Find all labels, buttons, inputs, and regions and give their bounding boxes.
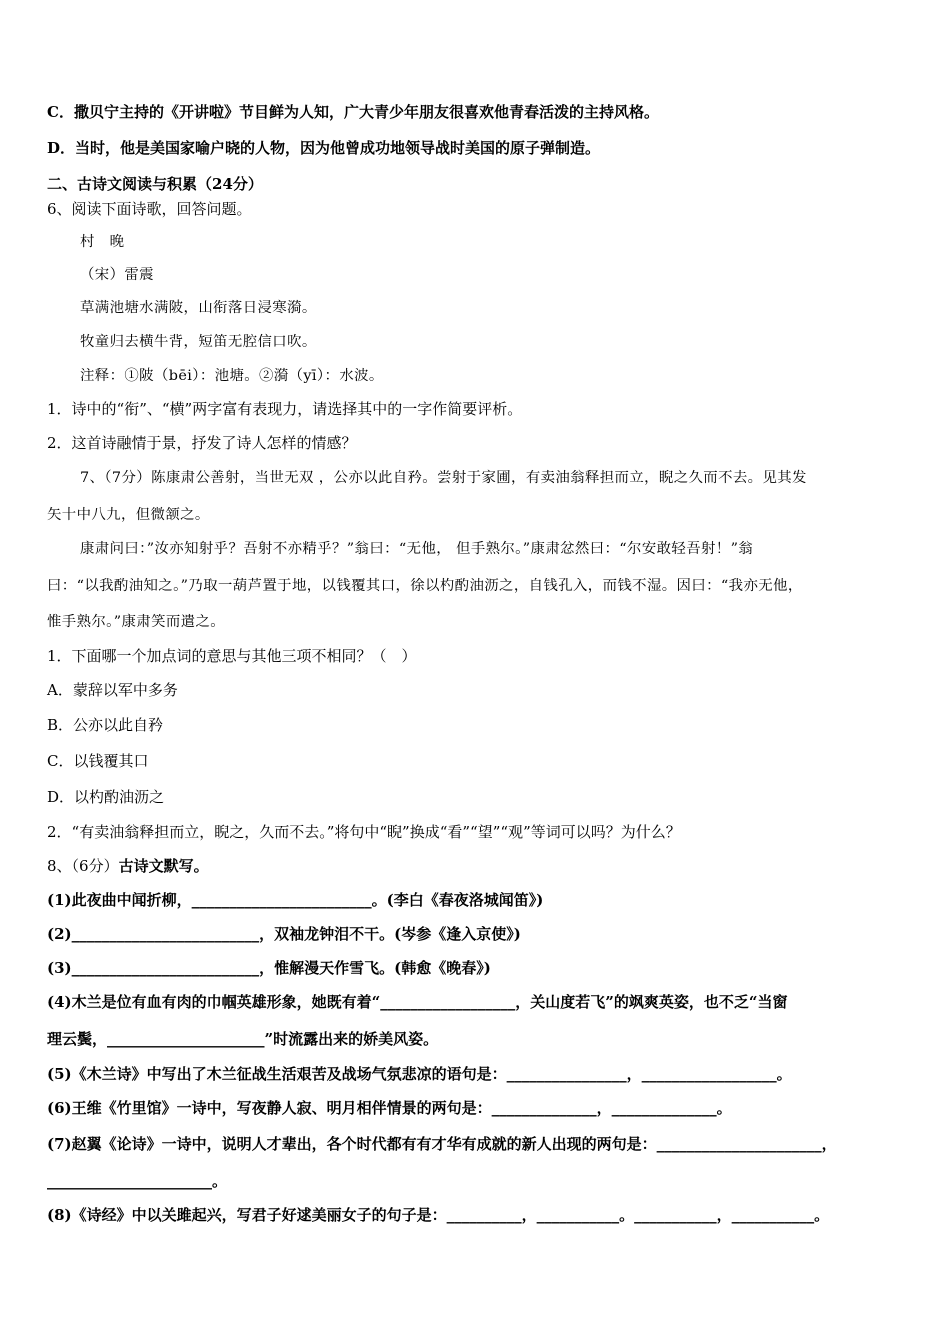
q8-item-7a: (7)赵翼《论诗》一诗中，说明人才辈出，各个时代都有有才华有成就的新人出现的两句是：______________________， — [47, 1135, 837, 1153]
poem-line-1: 草满池塘水满陂，山衔落日浸寒漪。 — [80, 300, 317, 316]
q8-item-4a: (4)木兰是位有血有肉的巾帼英雄形象，她既有着“__________________，关山度若飞”的飒爽英姿，也不乏“当窗 — [47, 993, 788, 1011]
poem-note: 注释：①陂（bēi）：池塘。②漪（yī）：水波。 — [80, 368, 384, 384]
q7-option-b: B．公亦以此自矜 — [47, 716, 164, 734]
q7-passage-2b: 曰：“以我酌油知之。”乃取一葫芦置于地，以钱覆其口，徐以杓酌油沥之，自钱孔入，而钱不湿。因曰：“我亦无他， — [47, 578, 803, 594]
option-d: D．当时，他是美国家喻户晓的人物，因为他曾成功地领导战时美国的原子弹制造。 — [47, 139, 601, 157]
q8-item-2: (2)_________________________，双袖龙钟泪不干。(岑参《逢入京使》) — [47, 925, 521, 943]
q7-option-d: D．以杓酌油沥之 — [47, 788, 165, 806]
poem-author: （宋）雷震 — [80, 267, 154, 283]
section-heading: 二、古诗文阅读与积累（24分） — [47, 175, 263, 193]
q8-item-1: (1)此夜曲中闻折柳，________________________。(李白《春夜洛城闻笛》) — [47, 891, 544, 909]
q6-sub2: 2．这首诗融情于景，抒发了诗人怎样的情感？ — [47, 434, 357, 452]
q7-passage-2a: 康肃问曰：”汝亦知射乎？吾射不亦精乎？”翁曰：“无他， 但手熟尔。”康肃忿然曰：“尔安敢轻吾射！”翁 — [80, 541, 754, 557]
q8-item-3: (3)_________________________，惟解漫天作雪飞。(韩愈《晚春》) — [47, 959, 491, 977]
poem-line-2: 牧童归去横牛背，短笛无腔信口吹。 — [80, 334, 317, 350]
poem-title: 村 晚 — [80, 234, 125, 250]
q8-item-6: (6)王维《竹里馆》一诗中，写夜静人寂、明月相伴情景的两句是：______________，______________。 — [47, 1099, 732, 1117]
q8-item-7b: ______________________。 — [47, 1172, 228, 1190]
q8-item-5: (5)《木兰诗》中写出了木兰征战生活艰苦及战场气氛悲凉的语句是：________________，__________________。 — [47, 1065, 792, 1083]
q7-option-a: A．蒙辞以军中多务 — [47, 681, 178, 699]
q7-passage-2c: 惟手熟尔。”康肃笑而遣之。 — [47, 614, 226, 630]
q6-prompt: 6、阅读下面诗歌，回答问题。 — [47, 200, 252, 218]
q8-item-4b: 理云鬓，_____________________”时流露出来的娇美风姿。 — [47, 1030, 439, 1048]
q7-sub2: 2．“有卖油翁释担而立，睨之，久而不去。”将句中“睨”换成“看”“望”“观”等词可以吗？为什么？ — [47, 823, 681, 841]
q6-sub1: 1．诗中的“衔”、“横”两字富有表现力，请选择其中的一字作简要评析。 — [47, 400, 523, 418]
q7-passage-1b: 矢十中八九，但微颔之。 — [47, 507, 210, 523]
q8-item-8: (8)《诗经》中以关雎起兴，写君子好逑美丽女子的句子是：__________，___________。___________，___________。 — [47, 1206, 830, 1224]
q7-option-c: C．以钱覆其口 — [47, 752, 149, 770]
q7-passage-1a: 7、（7分）陈康肃公善射，当世无双 ，公亦以此自矜。尝射于家圃，有卖油翁释担而立，睨之久而不去。见其发 — [80, 470, 807, 486]
q8-title: 古诗文默写。 — [118, 857, 209, 875]
q8-number: 8、（6分） — [47, 857, 119, 875]
q7-sub1: 1．下面哪一个加点词的意思与其他三项不相同？（ ） — [47, 647, 417, 665]
q8-prompt — [47, 856, 209, 876]
option-c: C．撒贝宁主持的《开讲啦》节目鲜为人知，广大青少年朋友很喜欢他青春活泼的主持风格。 — [47, 103, 659, 121]
